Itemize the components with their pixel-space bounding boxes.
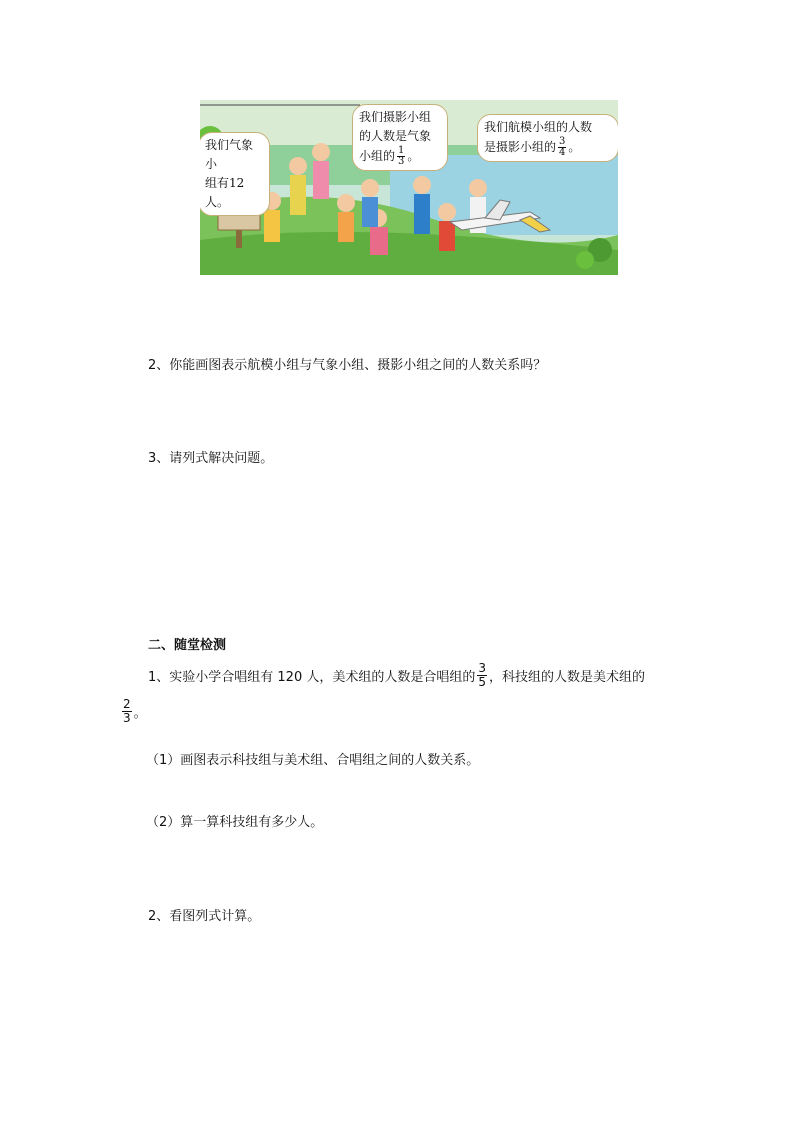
bubble-line: 的人数是气象 [359,129,432,143]
illustration [200,100,618,275]
exercise-1-text: ，科技组的人数是美术组的 [489,670,646,685]
fraction-denominator: 5 [478,675,486,689]
fraction-numerator: 3 [478,661,486,675]
exercise-1-text: 。 [133,706,147,721]
speech-bubble-weather [200,132,270,216]
bubble-line: 我们航模小组的人数 [484,120,593,134]
exercise-1 [148,662,645,689]
fraction-numerator: 1 [398,145,405,156]
fraction-numerator: 2 [123,697,131,711]
question-3: 3、请列式解决问题。 [148,451,274,466]
bubble-text: 是摄影小组的 [484,140,557,154]
fraction-denominator: 4 [559,147,566,158]
bubble-line: 组有12人。 [205,176,245,209]
bubble-text: 小组的 [359,149,396,163]
bubble-text: 。 [568,140,581,154]
exercise-2: 2、看图列式计算。 [148,909,261,924]
fraction [397,146,405,167]
section-title: 二、随堂检测 [148,638,227,653]
question-2: 2、你能画图表示航模小组与气象小组、摄影小组之间的人数关系吗？ [148,358,547,373]
fraction-numerator: 3 [559,136,566,147]
speech-bubble-photo [352,104,448,171]
exercise-1-text: 1、实验小学合唱组有 120 人，美术组的人数是合唱组的 [148,670,476,685]
bubble-line [359,146,441,167]
sub-question-1: （1）画图表示科技组与美术组、合唱组之间的人数关系。 [146,753,480,768]
fraction [558,137,566,158]
bubble-line: 我们气象小 [205,138,254,171]
fraction-denominator: 3 [398,156,405,167]
sub-question-2: （2）算一算科技组有多少人。 [146,815,324,830]
fraction [122,698,132,725]
exercise-1-continued [120,698,147,725]
fraction [477,662,487,689]
bubble-line: 我们摄影小组 [359,110,432,124]
speech-bubble-model [477,114,618,162]
bubble-text: 。 [407,149,420,163]
bubble-line [484,137,612,158]
fraction-denominator: 3 [123,711,131,725]
